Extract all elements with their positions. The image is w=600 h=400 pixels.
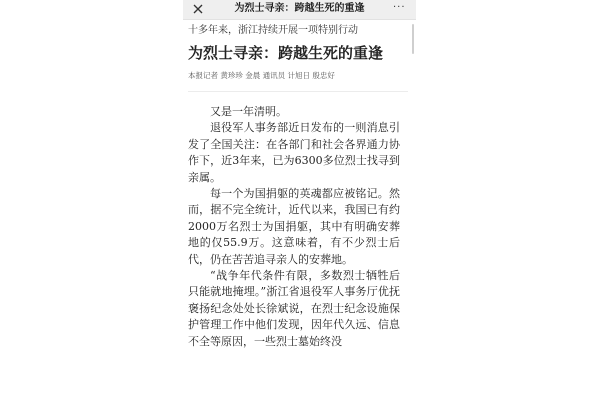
close-icon[interactable] [192, 3, 204, 15]
top-bar [183, 0, 416, 20]
paragraph: “战争年代条件有限，多数烈士牺牲后只能就地掩埋。”浙江省退役军人事务厅优抚褒扬纪念处处长徐斌说，在烈士纪念设施保护管理工作中他们发现，因年代久远、信息不全等原因，一些烈士墓始终没 [188, 269, 400, 348]
paragraph: 退役军人事务部近日发布的一则消息引发了全国关注：在各部门和社会各界通力协作下，近3年来，已为6300多位烈士找寻到亲属。 [188, 121, 400, 184]
article-screen [183, 0, 416, 400]
divider [188, 91, 408, 92]
scrollbar[interactable] [412, 24, 414, 54]
more-icon[interactable]: ··· [393, 2, 406, 13]
paragraph: 又是一年清明。 [210, 105, 287, 118]
page-title: 为烈士寻亲：跨越生死的重逢 [234, 3, 365, 14]
article-content [188, 24, 408, 350]
article-body [188, 104, 400, 350]
article-byline: 本报记者 黄珍珍 金晨 通讯员 计旭日 殷忠好 [188, 71, 335, 80]
article-headline: 为烈士寻亲：跨越生死的重逢 [188, 44, 384, 62]
paragraph: 每一个为国捐躯的英魂都应被铭记。然而，据不完全统计，近代以来，我国已有约2000万名烈士为国捐躯，其中有明确安葬地的仅55.9万。这意味着，有不少烈士后代，仍在苦苦追寻亲人的安葬地。 [188, 187, 400, 266]
article-subtitle: 十多年来，浙江持续开展一项特别行动 [188, 25, 358, 36]
